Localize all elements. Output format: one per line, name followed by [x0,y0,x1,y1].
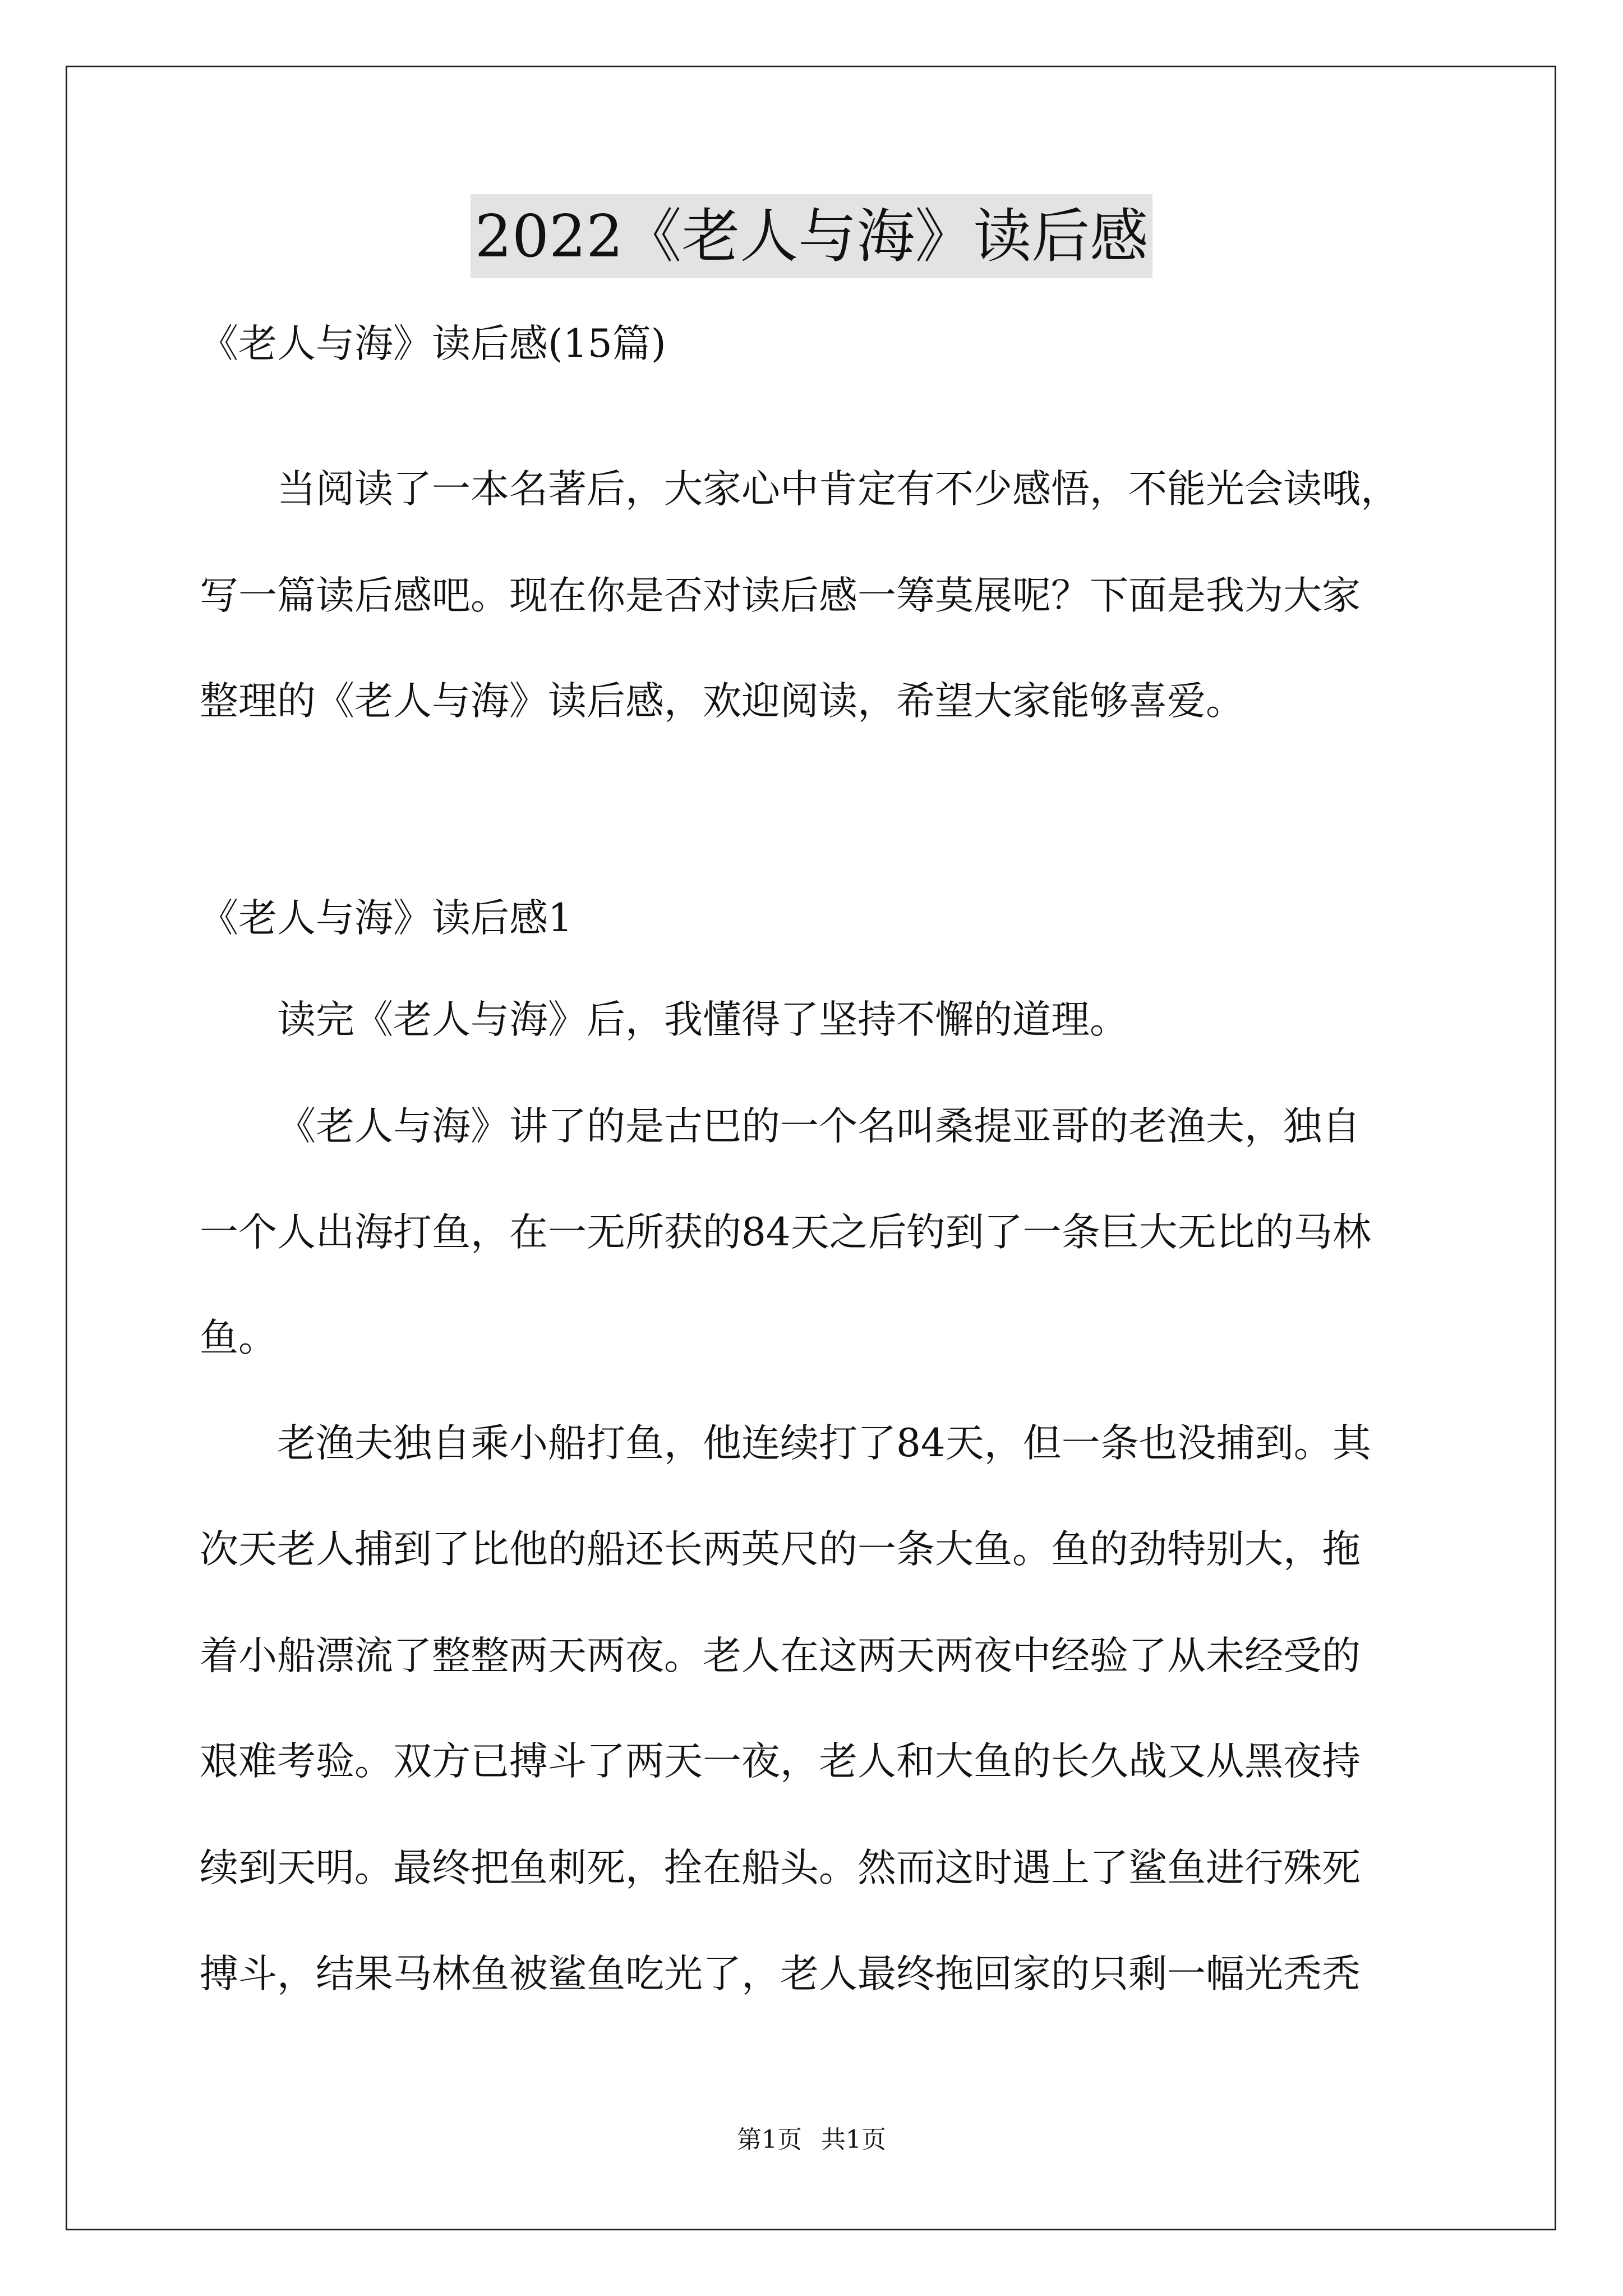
paragraph-line: 着小船漂流了整整两天两夜。老人在这两天两夜中经验了从未经受的 [200,1634,1361,1678]
page-total: 共1页 [821,2125,886,2154]
paragraph-line: 一个人出海打鱼，在一无所获的84天之后钓到了一条巨大无比的马林 [200,1210,1371,1255]
intro-line: 当阅读了一本名著后，大家心中肯定有不少感悟，不能光会读哦， [277,467,1399,512]
paragraph-line: 续到天明。最终把鱼刺死，拴在船头。然而这时遇上了鲨鱼进行殊死 [200,1846,1361,1890]
paragraph-line: 老渔夫独自乘小船打鱼，他连续打了84天，但一条也没捕到。其 [277,1421,1371,1466]
paragraph-line: 读完《老人与海》后，我懂得了坚持不懈的道理。 [277,997,1128,1042]
paragraph-line: 鱼。 [200,1315,277,1360]
paragraph-line: 搏斗，结果马林鱼被鲨鱼吃光了，老人最终拖回家的只剩一幅光秃秃 [200,1952,1361,1996]
intro-line: 写一篇读后感吧。现在你是否对读后感一筹莫展呢？下面是我为大家 [200,573,1361,618]
section-heading: 《老人与海》读后感1 [200,896,573,941]
subtitle: 《老人与海》读后感(15篇) [200,321,666,366]
paragraph-line: 《老人与海》讲了的是古巴的一个名叫桑提亚哥的老渔夫，独自 [277,1104,1361,1149]
page-number: 第1页 [737,2125,802,2154]
document-title-text: 2022《老人与海》读后感 [471,194,1153,278]
page-footer [0,2120,1623,2160]
intro-line: 整理的《老人与海》读后感，欢迎阅读，希望大家能够喜爱。 [200,679,1244,724]
document-title [0,194,1623,278]
paragraph-line: 次天老人捕到了比他的船还长两英尺的一条大鱼。鱼的劲特别大，拖 [200,1527,1361,1572]
paragraph-line: 艰难考验。双方已搏斗了两天一夜，老人和大鱼的长久战又从黑夜持 [200,1739,1361,1784]
